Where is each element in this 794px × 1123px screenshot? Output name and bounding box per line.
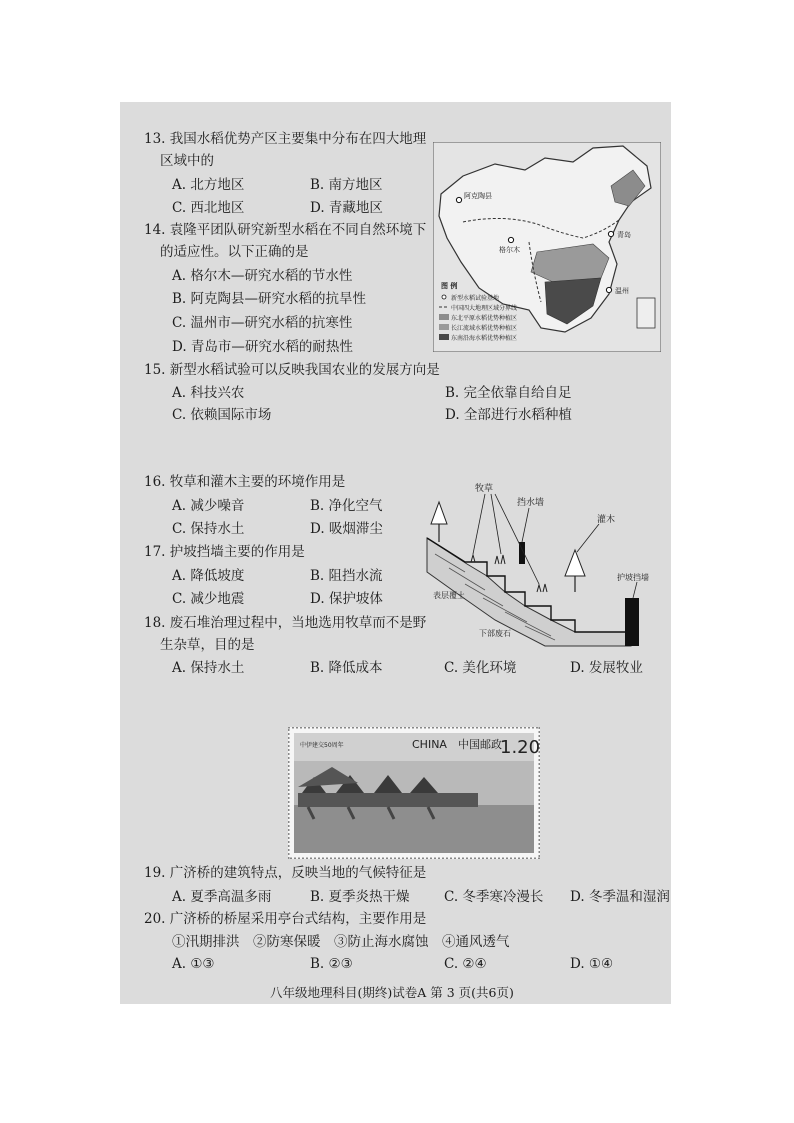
q18-stem-line-2: 生杂草，目的是 (160, 637, 255, 653)
wenzhou-marker (606, 287, 611, 292)
q16-option-d: D. 吸烟滞尘 (310, 521, 383, 537)
q14-option-b: B. 阿克陶县—研究水稻的抗旱性 (172, 291, 367, 307)
q14-stem-line-2: 的适应性。以下正确的是 (160, 244, 309, 260)
q18-option-d: D. 发展牧业 (570, 660, 643, 676)
q15-option-a: A. 科技兴农 (172, 385, 245, 401)
q20-option-d: D. ①④ (570, 956, 614, 972)
q19-option-a: A. 夏季高温多雨 (172, 889, 272, 905)
q19-option-b: B. 夏季炎热干燥 (310, 889, 410, 905)
q14-option-c: C. 温州市—研究水稻的抗寒性 (172, 315, 353, 331)
shrub-pointer (577, 524, 599, 552)
slope-retaining-wall (625, 598, 639, 646)
q19-option-c: C. 冬季寒冷漫长 (444, 889, 544, 905)
shrub-label: 灌木 (597, 515, 616, 525)
q20-stem: 20. 广济桥的桥屋采用亭台式结构，主要作用是 (144, 911, 427, 927)
q13-stem-line-2: 区域中的 (160, 153, 214, 169)
wall-pointer (522, 508, 529, 542)
q20-option-c: C. ②④ (444, 956, 487, 972)
q17-option-c: C. 减少地震 (172, 591, 245, 607)
qingdao-label: 青岛 (617, 231, 631, 239)
rock-label: 下部废石 (479, 629, 511, 638)
q13-option-a: A. 北方地区 (172, 177, 245, 193)
q13-stem-line-1: 13. 我国水稻优势产区主要集中分布在四大地理 (144, 131, 427, 147)
legend-swatch-northeast (439, 314, 449, 320)
stamp-post: 中国邮政 (458, 738, 502, 751)
page-footer: 八年级地理科目(期终)试卷A 第 3 页(共6页) (270, 985, 514, 1000)
q18-option-b: B. 降低成本 (310, 660, 383, 676)
south-sea-inset (637, 298, 655, 328)
q20-statements: ①汛期排洪 ②防寒保暖 ③防止海水腐蚀 ④通风透气 (172, 934, 510, 950)
stamp-river (294, 805, 534, 853)
q19-stem: 19. 广济桥的建筑特点，反映当地的气候特征是 (144, 865, 427, 881)
akto-label: 阿克陶县 (464, 192, 492, 200)
stamp-value: 1.20 (500, 737, 540, 758)
q16-option-b: B. 净化空气 (310, 498, 383, 514)
q13-option-b: B. 南方地区 (310, 177, 383, 193)
q15-stem: 15. 新型水稻试验可以反映我国农业的发展方向是 (144, 362, 440, 378)
legend-label-trial-base: 新型水稻试验基地 (451, 295, 500, 302)
q20-option-b: B. ②③ (310, 956, 353, 972)
golmud-marker (508, 237, 513, 242)
q16-option-a: A. 减少噪音 (172, 498, 245, 514)
q16-stem: 16. 牧草和灌木主要的环境作用是 (144, 474, 346, 490)
q16-option-c: C. 保持水土 (172, 521, 245, 537)
legend-title: 图 例 (441, 282, 458, 290)
tree-left (431, 502, 447, 524)
q18-option-a: A. 保持水土 (172, 660, 245, 676)
q17-stem: 17. 护坡挡墙主要的作用是 (144, 544, 305, 560)
q13-option-c: C. 西北地区 (172, 200, 245, 216)
q18-option-c: C. 美化环境 (444, 660, 517, 676)
legend-swatch-yangtze (439, 324, 449, 330)
exam-page (120, 102, 671, 1004)
qingdao-marker (608, 231, 613, 236)
q14-option-d: D. 青岛市—研究水稻的耐热性 (172, 339, 353, 355)
legend-label-southeast: 东南沿海水稻优势种植区 (451, 335, 518, 342)
slope-treatment-diagram (425, 480, 661, 648)
q15-option-d: D. 全部进行水稻种植 (445, 407, 572, 423)
shrub-tree (565, 550, 585, 576)
bridge-deck (298, 793, 478, 807)
legend-label-yangtze: 长江流域水稻优势种植区 (451, 325, 518, 332)
grass-pointer-1 (473, 494, 485, 554)
stamp-caption: 中伊建交50周年 (300, 742, 344, 749)
retaining-label: 护坡挡墙 (617, 573, 649, 582)
q17-option-b: B. 阻挡水流 (310, 568, 383, 584)
legend-label-northeast: 东北平原水稻优势种植区 (451, 315, 518, 322)
retaining-pointer (633, 582, 637, 598)
q14-stem-line-1: 14. 袁隆平团队研究新型水稻在不同自然环境下 (144, 222, 427, 238)
wall-label: 挡水墙 (517, 498, 545, 508)
wenzhou-label: 温州 (615, 287, 629, 295)
topsoil-label: 表层覆土 (433, 591, 465, 600)
q20-option-a: A. ①③ (172, 956, 215, 972)
q18-stem-line-1: 18. 废石堆治理过程中，当地选用牧草而不是野 (144, 615, 427, 631)
q15-option-c: C. 依赖国际市场 (172, 407, 272, 423)
china-rice-map (433, 142, 661, 352)
q13-option-d: D. 青藏地区 (310, 200, 383, 216)
stamp-country: CHINA (412, 738, 447, 751)
guangji-bridge-stamp (288, 727, 540, 859)
q14-option-a: A. 格尔木—研究水稻的节水性 (172, 268, 353, 284)
q19-option-d: D. 冬季温和湿润 (570, 889, 670, 905)
akto-marker (456, 197, 461, 202)
golmud-label: 格尔木 (499, 246, 520, 254)
grass-label: 牧草 (475, 484, 494, 494)
q17-option-a: A. 降低坡度 (172, 568, 245, 584)
legend-label-boundary: 中国四大地理区域分界线 (451, 305, 518, 312)
legend-swatch-southeast (439, 334, 449, 340)
legend-swatch-trial-base (442, 295, 446, 299)
q17-option-d: D. 保护坡体 (310, 591, 383, 607)
q15-option-b: B. 完全依靠自给自足 (445, 385, 572, 401)
